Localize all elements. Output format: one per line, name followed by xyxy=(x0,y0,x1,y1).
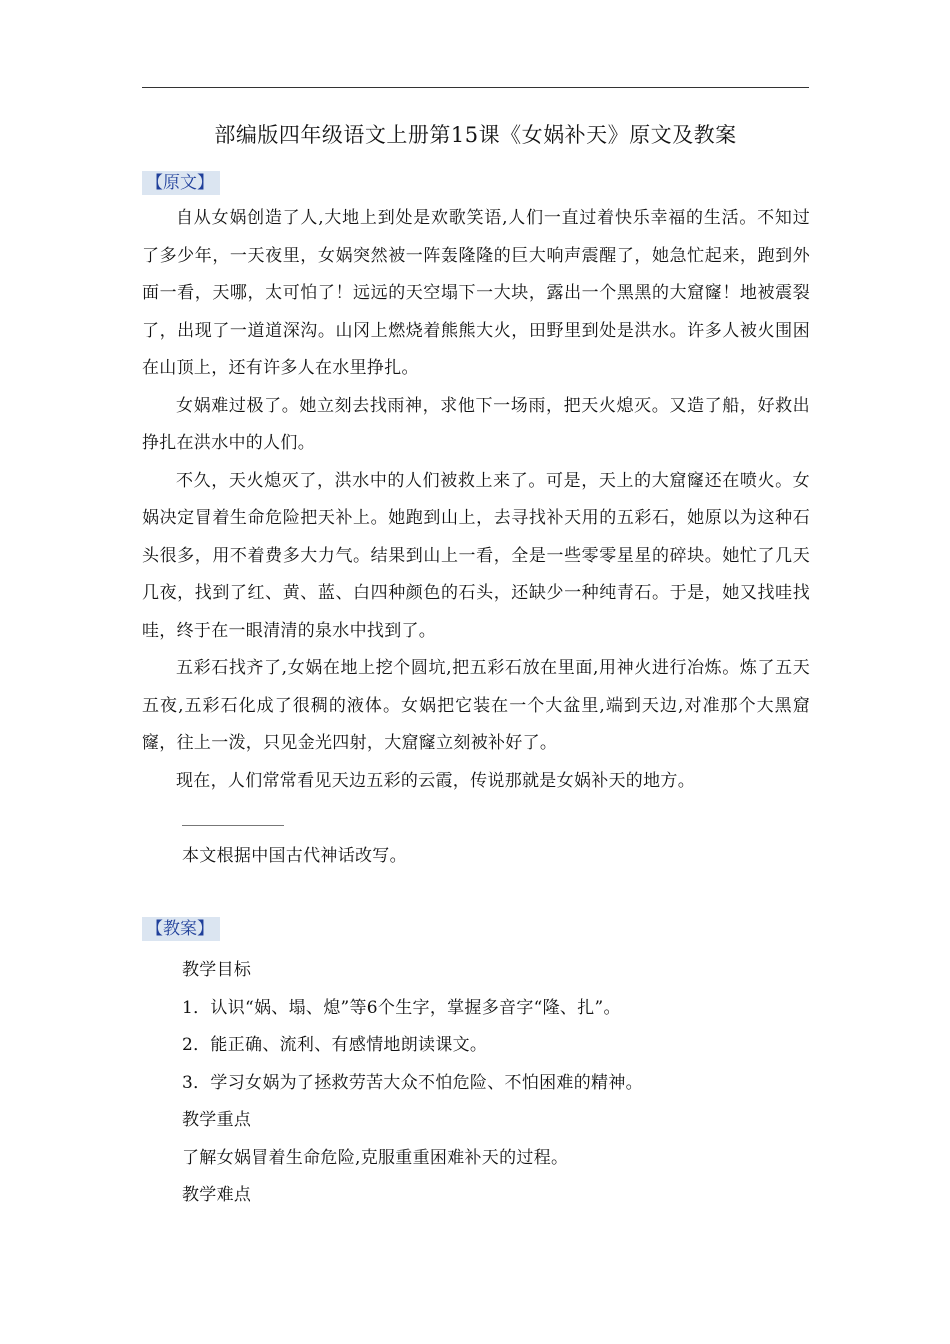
goal-item: 3．学习女娲为了拯救劳苦大众不怕危险、不怕困难的精神。 xyxy=(182,1072,643,1093)
goal-item: 1．认识“娲、塌、熄”等6个生字，掌握多音字“隆、扎”。 xyxy=(182,997,621,1018)
paragraph: 自从女娲创造了人,大地上到处是欢歌笑语,人们一直过着快乐幸福的生活。不知过了多少年，一天夜里，女娲突然被一阵轰隆隆的巨大响声震醒了，她急忙起来，跑到外面一看，天哪，太可怕了！远远的天空塌下一大块，露出一个黑黑的大窟窿！地被震裂了，出现了一道道深沟。山冈上燃烧着熊熊大火，田野里到处是洪水。许多人被火围困在山顶上，还有许多人在水里挣扎。 xyxy=(142,208,810,378)
paragraph: 五彩石找齐了,女娲在地上挖个圆坑,把五彩石放在里面,用神火进行冶炼。炼了五天五夜,五彩石化成了很稠的液体。女娲把它装在一个大盆里,端到天边,对准那个大黑窟窿，往上一泼，只见金光四射，大窟窿立刻被补好了。 xyxy=(142,658,810,753)
section-label-original-text: 【原文】 xyxy=(142,171,220,195)
document-title: 部编版四年级语文上册第15课《女娲补天》原文及教案 xyxy=(214,123,737,147)
section-label-lesson-plan: 【教案】 xyxy=(142,917,220,941)
header-rule xyxy=(142,87,809,88)
lesson-plan-body xyxy=(142,952,810,1215)
paragraph: 现在，人们常常看见天边五彩的云霞，传说那就是女娲补天的地方。 xyxy=(176,770,695,791)
paragraph: 女娲难过极了。她立刻去找雨神，求他下一场雨，把天火熄灭。又造了船，好救出挣扎在洪水中的人们。 xyxy=(142,395,810,453)
key-points-text: 了解女娲冒着生命危险,克服重重困难补天的过程。 xyxy=(182,1147,569,1168)
key-points-heading: 教学重点 xyxy=(182,1110,252,1130)
footnote-rule xyxy=(182,825,284,826)
goals-heading: 教学目标 xyxy=(182,960,252,980)
paragraph: 不久，天火熄灭了，洪水中的人们被救上来了。可是，天上的大窟窿还在喷火。女娲决定冒着生命危险把天补上。她跑到山上，去寻找补天用的五彩石，她原以为这种石头很多，用不着费多大力气。结果到山上一看，全是一些零零星星的碎块。她忙了几天几夜，找到了红、黄、蓝、白四种颜色的石头，还缺少一种纯青石。于是，她又找哇找哇，终于在一眼清清的泉水中找到了。 xyxy=(142,470,810,641)
footnote: 本文根据中国古代神话改写。 xyxy=(182,846,407,866)
original-text-body xyxy=(142,200,810,800)
goal-item: 2．能正确、流利、有感情地朗读课文。 xyxy=(182,1035,488,1055)
difficulties-heading: 教学难点 xyxy=(182,1185,252,1205)
